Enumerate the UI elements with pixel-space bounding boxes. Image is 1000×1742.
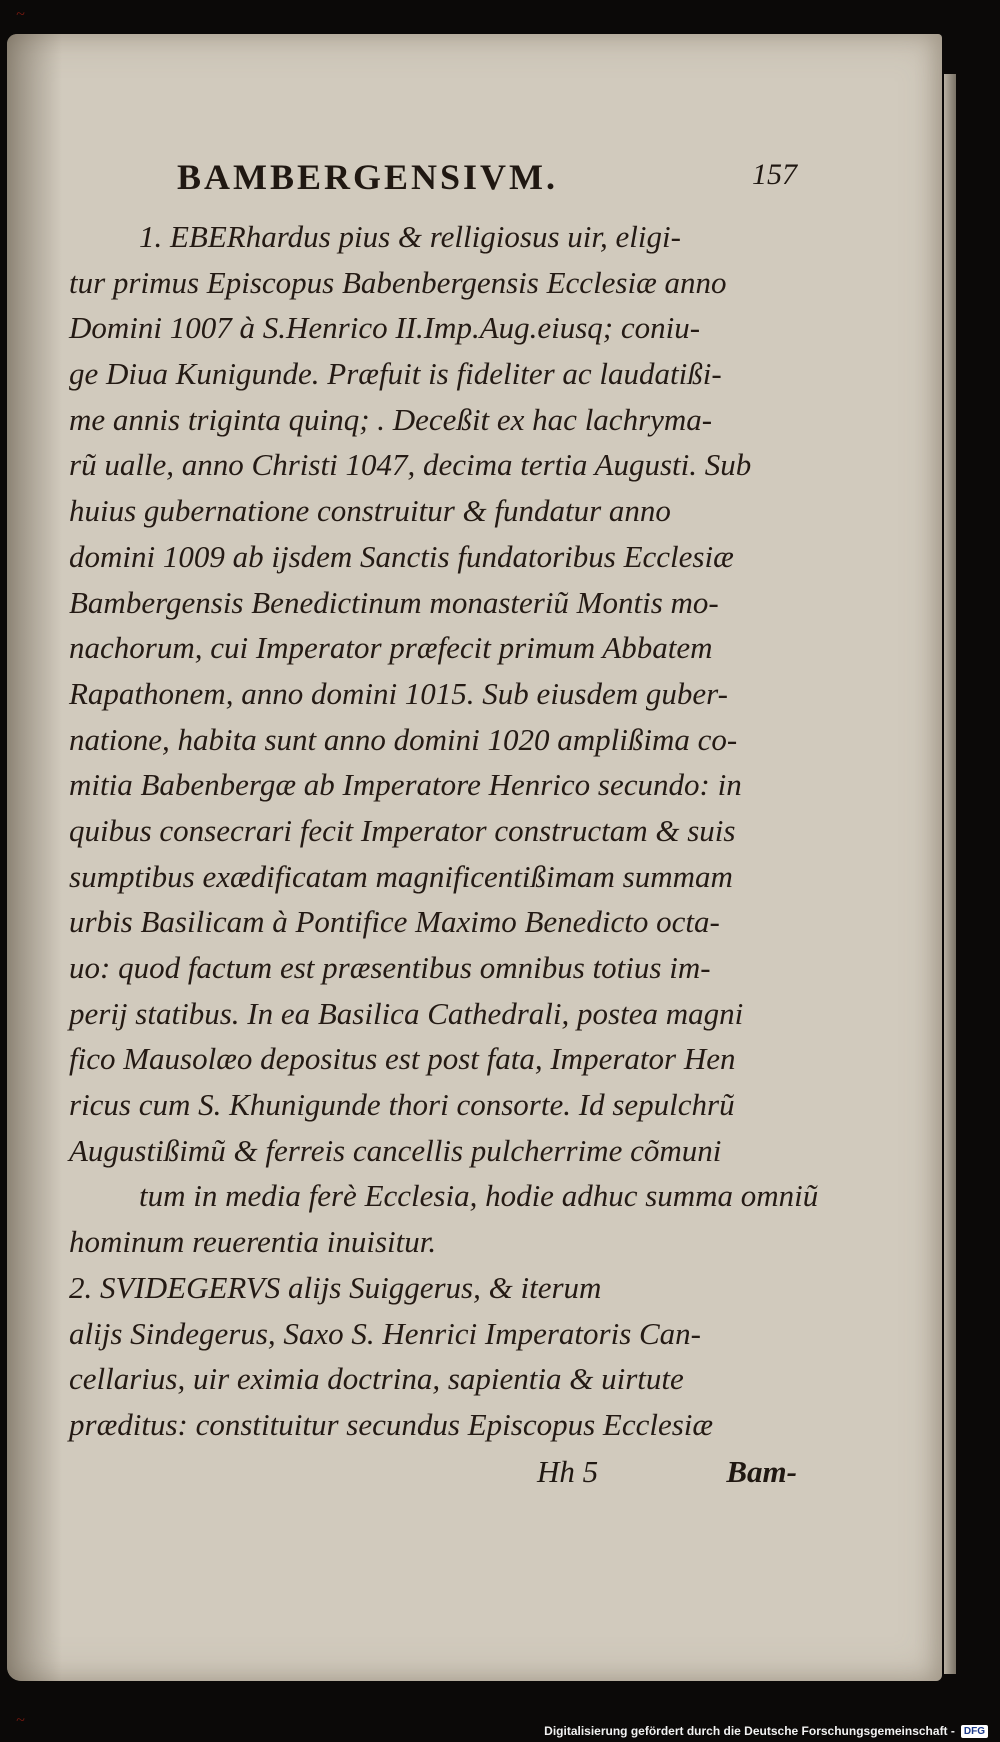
text-line: præditus: constituitur secundus Episcopus Ecclesiæ [69, 1406, 714, 1442]
text-line: hominum reuerentia inuisitur. [69, 1224, 437, 1260]
text-line: alijs Sindegerus, Saxo S. Henrici Imperatoris Can- [69, 1315, 702, 1351]
text-line: Bambergensis Benedictinum monasteriũ Montis mo- [69, 584, 719, 620]
text-line: quibus consecrari fecit Imperator constructam & suis [69, 812, 736, 848]
digitization-credit [544, 1722, 988, 1740]
top-corner-mark: ~ [16, 6, 25, 23]
page-footer [537, 1454, 797, 1504]
page-edge [944, 74, 956, 1674]
text-line: tum in media ferè Ecclesia, hodie adhuc summa omniũ [139, 1178, 819, 1214]
text-line: natione, habita sunt anno domini 1020 amplißima co- [69, 721, 738, 757]
text-line: fico Mausolæo depositus est post fata, Imperator Hen [69, 1041, 736, 1077]
text-line: tur primus Episcopus Babenbergensis Ecclesiæ anno [69, 264, 727, 300]
book-page [7, 34, 942, 1681]
page-number: 157 [752, 158, 797, 191]
running-head: BAMBERGENSIVM. [177, 157, 559, 197]
text-line: ricus cum S. Khunigunde thori consorte. Id sepulchrũ [69, 1087, 735, 1123]
dfg-logo: DFG [961, 1725, 988, 1738]
text-line: domini 1009 ab ijsdem Sanctis fundatoribus Ecclesiæ [69, 538, 734, 574]
catchword: Bam- [726, 1454, 797, 1489]
text-line: ge Diua Kunigunde. Præfuit is fideliter ac laudatißi- [69, 356, 722, 392]
page-header [177, 156, 797, 206]
signature-mark: Hh 5 [537, 1454, 599, 1489]
bottom-corner-mark: ~ [16, 1712, 25, 1729]
text-line: sumptibus exædificatam magnificentißimam summam [69, 858, 733, 894]
body-text [69, 214, 819, 1448]
text-line: rũ ualle, anno Christi 1047, decima tertia Augusti. Sub [69, 447, 752, 483]
text-line: huius gubernatione construitur & fundatur anno [69, 493, 671, 529]
text-line: Rapathonem, anno domini 1015. Sub eiusdem guber- [69, 675, 728, 711]
text-line: uo: quod factum est præsentibus omnibus totius im- [69, 950, 711, 985]
text-line: urbis Basilicam à Pontifice Maximo Benedicto octa- [69, 904, 720, 940]
text-line: 1. EBERhardus pius & relligiosus uir, eligi- [139, 219, 681, 254]
text-line: Domini 1007 à S.Henrico II.Imp.Aug.eiusq; coniu- [69, 310, 701, 346]
credit-text: Digitalisierung gefördert durch die Deutsche Forschungsgemeinschaft - [544, 1724, 955, 1738]
text-line: Augustißimũ & ferreis cancellis pulcherrime cõmuni [69, 1132, 722, 1168]
text-line: mitia Babenbergæ ab Imperatore Henrico secundo: in [69, 767, 742, 803]
text-line: cellarius, uir eximia doctrina, sapientia & uirtute [69, 1361, 684, 1397]
text-line: nachorum, cui Imperator præfecit primum Abbatem [69, 630, 713, 666]
text-line: me annis triginta quinq; . Deceßit ex hac lachryma- [69, 401, 713, 437]
text-line: 2. SVIDEGERVS alijs Suiggerus, & iterum [69, 1269, 602, 1305]
text-line: perij statibus. In ea Basilica Cathedrali, postea magni [69, 995, 744, 1031]
